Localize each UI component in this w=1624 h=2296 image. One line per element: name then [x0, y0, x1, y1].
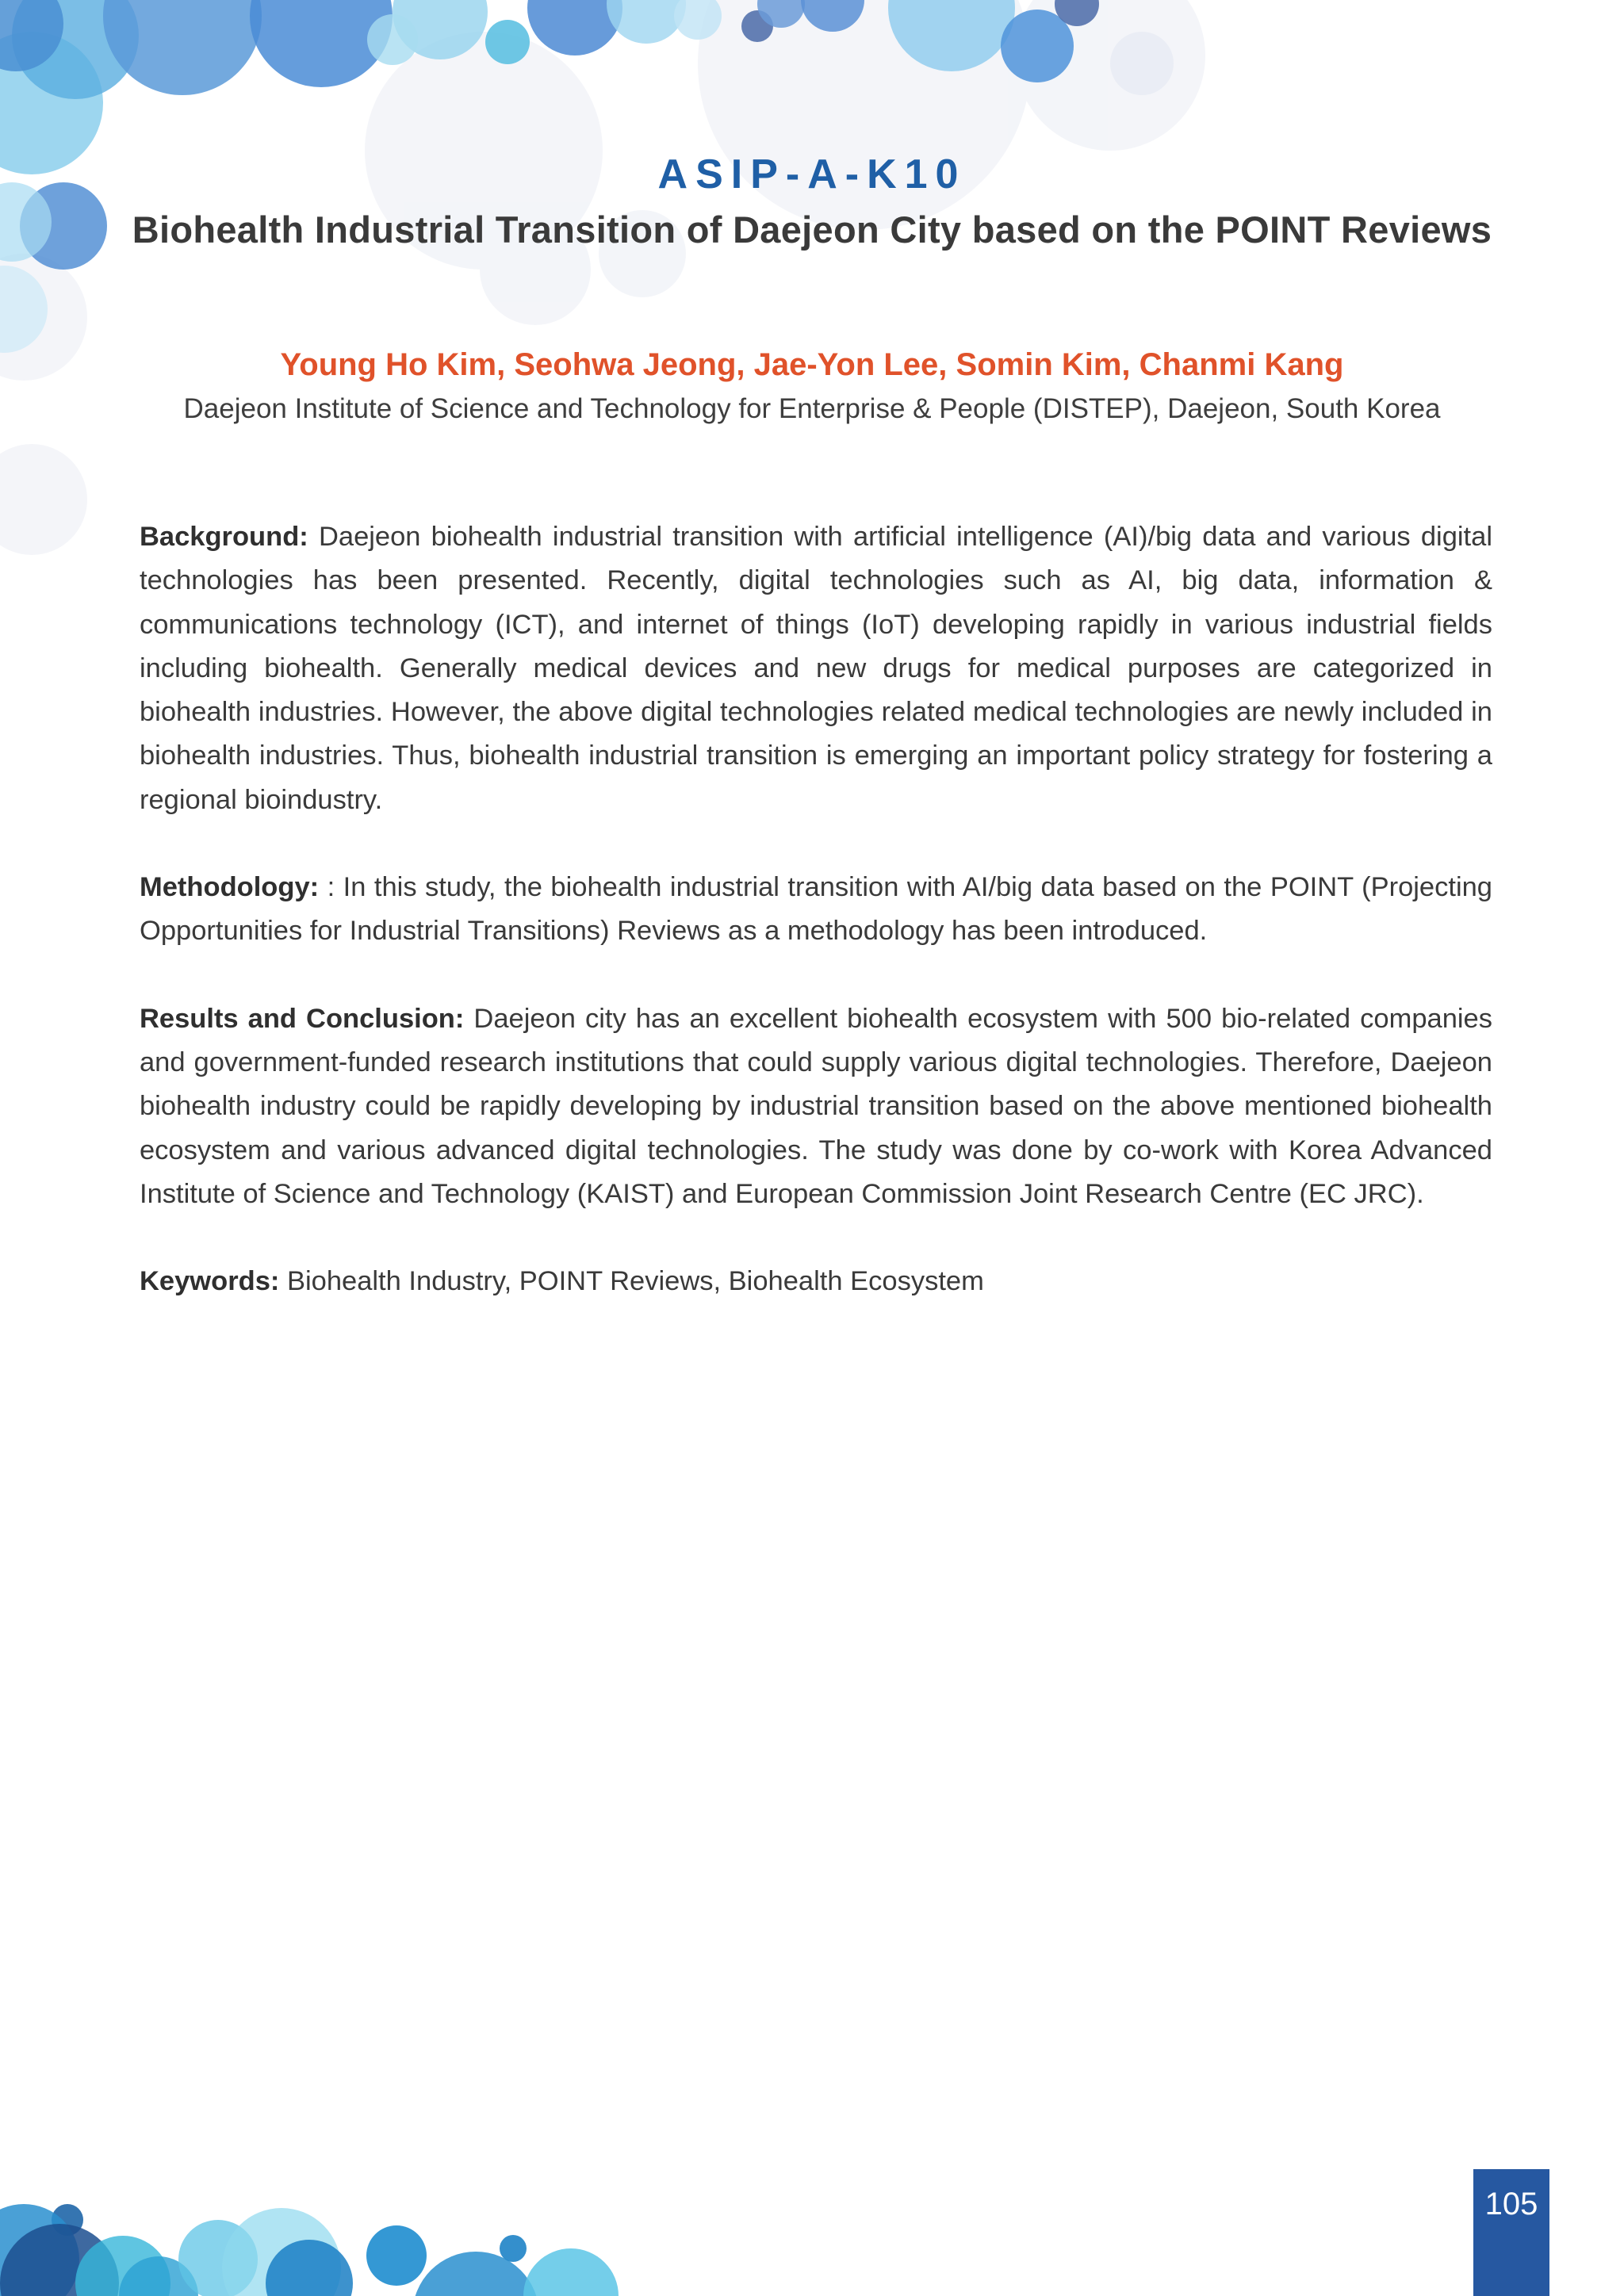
- methodology-label: Methodology:: [140, 872, 320, 903]
- keywords-label: Keywords:: [140, 1266, 280, 1297]
- background-label: Background:: [140, 522, 308, 552]
- paper-code: ASIP-A-K10: [657, 151, 967, 197]
- abstract-body: [140, 515, 1492, 1347]
- results-text: Daejeon city has an excellent biohealth ecosystem with 500 bio-related companies and government-funded research institutions that could supply various digital technologies. Therefore, Daejeon biohealth industry could be rapidly developing by industrial transition based on the above mentioned biohealth ecosystem and various advanced digital technologies. The study was done by co-work with Korea Advanced Institute of Science and Technology (KAIST) and European Commission Joint Research Centre (EC JRC).: [140, 1003, 1492, 1209]
- methodology-text: : In this study, the biohealth industrial transition with AI/big data based on the POINT (Projecting Opportunities for Industrial Transitions) Reviews as a methodology has been introduced.: [140, 872, 1492, 947]
- background-paragraph: [140, 515, 1492, 822]
- paper-authors: Young Ho Kim, Seohwa Jeong, Jae-Yon Lee, Somin Kim, Chanmi Kang: [280, 347, 1344, 382]
- paper-affiliation: Daejeon Institute of Science and Technology for Enterprise & People (DISTEP), Daejeon, South Korea: [183, 393, 1441, 424]
- results-label: Results and Conclusion:: [140, 1003, 465, 1034]
- results-paragraph: [140, 997, 1492, 1216]
- methodology-paragraph: [140, 866, 1492, 954]
- page-number: 105: [1473, 2169, 1549, 2296]
- keywords-text: Biohealth Industry, POINT Reviews, Biohealth Ecosystem: [286, 1266, 984, 1297]
- background-text: Daejeon biohealth industrial transition with artificial intelligence (AI)/big data and various digital technologies has been presented. Recently, digital technologies such as AI, big data, information & communications technology (ICT), and internet of things (IoT) developing rapidly in various industrial fields including biohealth. Generally medical devices and new drugs for medical purposes are categorized in biohealth industries. However, the above digital technologies related medical technologies are newly included in biohealth industries. Thus, biohealth industrial transition is emerging an important policy strategy for fostering a regional bioindustry.: [140, 522, 1492, 815]
- paper-title: Biohealth Industrial Transition of Daejeon City based on the POINT Reviews: [132, 209, 1492, 251]
- keywords-paragraph: [140, 1260, 1492, 1303]
